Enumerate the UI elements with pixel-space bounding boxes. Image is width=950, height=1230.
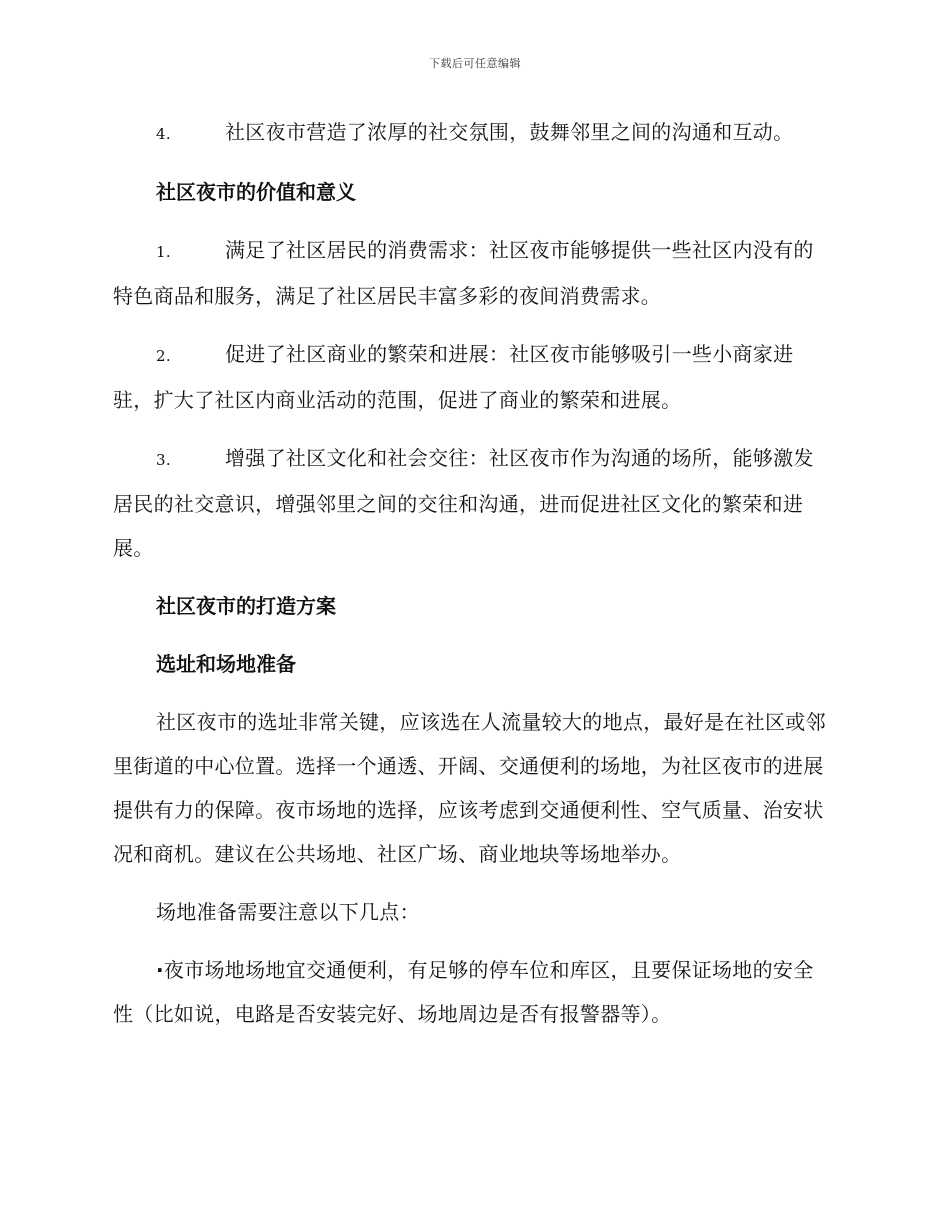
site-preparation-intro: 场地准备需要注意以下几点： <box>156 900 420 924</box>
site-selection-paragraph: 社区夜市的选址非常关键，应该选在人流量较大的地点，最好是在社区或邻里街道的中心位置。选择一个通透、开阔、交通便利的场地，为社区夜市的进展提供有力的保障。夜市场地的选择，应该考虑到交通便利性、空气质量、治安状况和商机。建议在公共场地、社区广场、商业地块等场地举办。 <box>113 710 826 866</box>
section-heading-plan: 社区夜市的打造方案 <box>156 594 336 618</box>
list-number: 1. <box>156 243 171 261</box>
bullet-icon: · <box>156 958 164 982</box>
subsection-heading-site: 选址和场地准备 <box>156 652 296 676</box>
list-item-text: 促进了社区商业的繁荣和进展：社区夜市能够吸引一些小商家进驻，扩大了社区内商业活动的范围，促进了商业的繁荣和进展。 <box>113 342 794 412</box>
page-header: 下载后可任意编辑 <box>429 57 521 70</box>
list-item-text: 满足了社区居民的消费需求：社区夜市能够提供一些社区内没有的特色商品和服务，满足了社区居民丰富多彩的夜间消费需求。 <box>113 238 814 308</box>
bullet-item-text: 夜市场地场地宜交通便利，有足够的停车位和库区，且要保证场地的安全性（比如说，电路是否安装完好、场地周边是否有报警器等）。 <box>113 958 814 1026</box>
section-heading-value: 社区夜市的价值和意义 <box>156 180 356 204</box>
list-item-text: 增强了社区文化和社会交往：社区夜市作为沟通的场所，能够激发居民的社交意识，增强邻里之间的交往和沟通，进而促进社区文化的繁荣和进展。 <box>113 446 814 560</box>
list-number: 2. <box>156 347 171 365</box>
value-item-1 <box>113 228 833 318</box>
list-number: 4. <box>156 125 171 143</box>
list-number: 3. <box>156 451 171 469</box>
value-item-3 <box>113 436 833 570</box>
list-item-text: 社区夜市营造了浓厚的社交氛围，鼓舞邻里之间的沟通和互动。 <box>225 120 794 144</box>
list-item-4 <box>113 110 833 156</box>
value-item-2 <box>113 332 833 422</box>
bullet-item-1 <box>113 948 833 1036</box>
document-body <box>113 110 833 1050</box>
